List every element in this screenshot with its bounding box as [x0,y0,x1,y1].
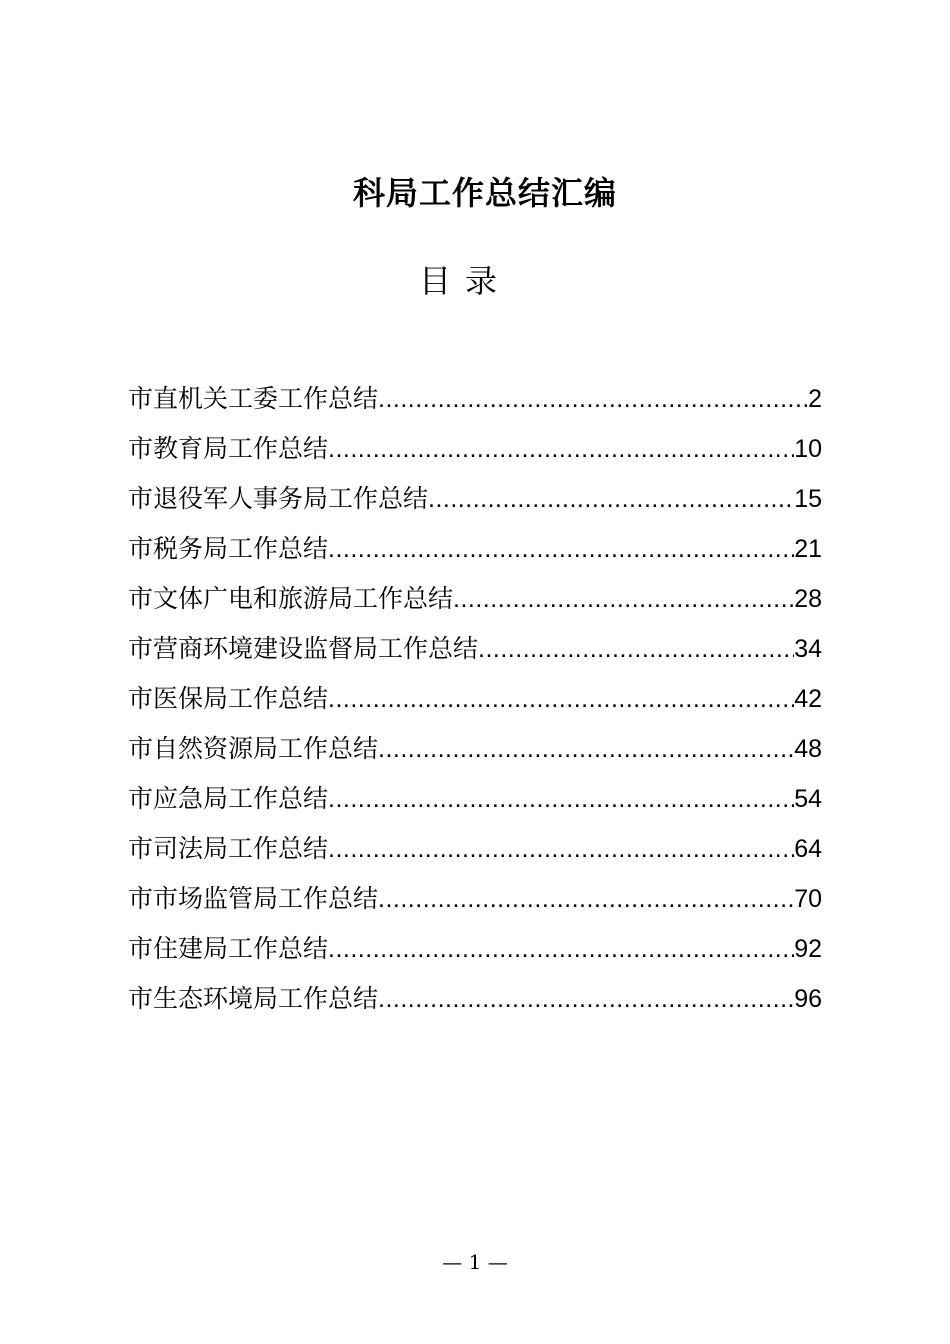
document-title: 科局工作总结汇编 [352,174,617,212]
toc-entry[interactable] [128,824,822,874]
toc-entry[interactable] [128,724,822,774]
toc-dot-leader [428,474,794,524]
toc-heading-char-1: 目 [418,262,451,300]
toc-dot-leader [378,374,808,424]
toc-entry-label: 市生态环境局工作总结 [128,984,379,1013]
toc-entry-page: 28 [794,585,822,613]
toc-heading-char-2: 录 [465,262,498,300]
toc-dot-leader [478,624,794,674]
toc-dot-leader [328,424,794,474]
toc-entry-page: 70 [794,885,822,913]
toc-dot-leader [328,824,794,874]
toc-entry-label: 市教育局工作总结 [128,434,329,463]
toc-entry-page: 92 [794,935,822,963]
toc-dot-leader [378,724,794,774]
toc-entry[interactable] [128,924,822,974]
toc-entry-page: 15 [794,485,822,513]
toc-entry[interactable] [128,424,822,474]
toc-entry[interactable] [128,774,822,824]
toc-entry-label: 市住建局工作总结 [128,934,329,963]
toc-entry-label: 市营商环境建设监督局工作总结 [128,634,479,663]
toc-entry-label: 市司法局工作总结 [128,834,329,863]
toc-entry-page: 10 [794,435,822,463]
toc-dot-leader [328,674,794,724]
toc-entry-label: 市自然资源局工作总结 [128,734,379,763]
toc-entry-page: 21 [794,535,822,563]
toc-entry-page: 48 [794,735,822,763]
toc-entry[interactable] [128,524,822,574]
toc-entry-page: 42 [794,685,822,713]
toc-entry-page: 96 [794,985,822,1013]
toc-entry[interactable] [128,474,822,524]
toc-entry-label: 市医保局工作总结 [128,684,329,713]
page-number-footer: — 1 — [442,1250,508,1274]
toc-dot-leader [378,874,794,924]
toc-entry-page: 2 [808,385,822,413]
toc-entry-page: 64 [794,835,822,863]
toc-entry-label: 市文体广电和旅游局工作总结 [128,584,454,613]
toc-entry-label: 市直机关工委工作总结 [128,384,379,413]
toc-heading [0,256,916,306]
toc-dot-leader [328,524,794,574]
toc-entry-page: 34 [794,635,822,663]
toc-entry-label: 市退役军人事务局工作总结 [128,484,429,513]
table-of-contents [128,374,822,1024]
toc-entry[interactable] [128,624,822,674]
toc-entry-label: 市应急局工作总结 [128,784,329,813]
toc-dot-leader [378,974,794,1024]
toc-entry-page: 54 [794,785,822,813]
toc-entry-label: 市税务局工作总结 [128,534,329,563]
toc-dot-leader [453,574,794,624]
toc-entry[interactable] [128,974,822,1024]
toc-entry-label: 市市场监管局工作总结 [128,884,379,913]
toc-entry[interactable] [128,674,822,724]
toc-entry[interactable] [128,874,822,924]
toc-dot-leader [328,924,794,974]
toc-entry[interactable] [128,574,822,624]
toc-dot-leader [328,774,794,824]
toc-entry[interactable] [128,374,822,424]
